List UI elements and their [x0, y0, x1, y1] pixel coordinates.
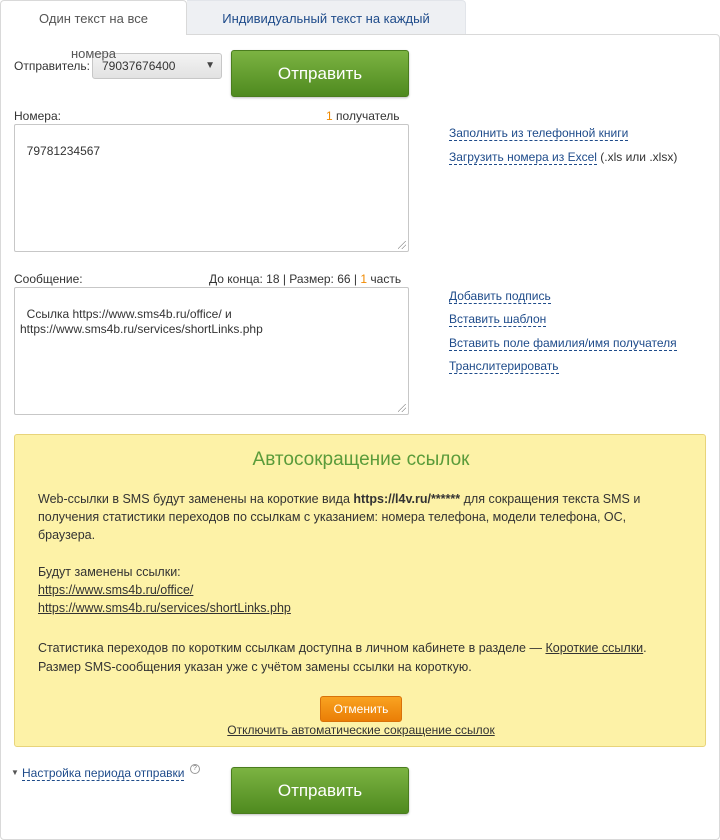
replaced-link-2-wrap [38, 599, 291, 617]
add-signature-link[interactable]: Добавить подпись [449, 289, 551, 303]
message-action-wrap [449, 359, 559, 373]
recipients-count-suffix: получатель [336, 109, 400, 123]
resize-grip-icon[interactable] [398, 404, 406, 412]
transliterate-link[interactable]: Транслитерировать [449, 359, 559, 373]
upload-excel-link[interactable]: Загрузить номера из Excel [449, 150, 597, 164]
link-shortener-panel [14, 434, 706, 747]
phonebook-link-wrap [449, 126, 628, 140]
numbers-value: 79781234567 [26, 144, 101, 158]
stats-note-end: . [643, 641, 647, 655]
numbers-label: Номера: [14, 109, 61, 123]
replaced-link-1-wrap [38, 581, 193, 599]
help-icon[interactable]: ? [190, 764, 200, 774]
insert-template-link[interactable]: Вставить шаблон [449, 312, 547, 326]
numbers-textarea[interactable] [14, 124, 409, 252]
tab-bar [0, 0, 720, 61]
stats-note [38, 639, 698, 657]
excel-format-note: (.xls или .xlsx) [600, 150, 678, 164]
message-label: Сообщение: [14, 272, 83, 286]
disable-auto-shortening-link[interactable]: Отключить автоматические сокращение ссылок [227, 723, 495, 737]
message-action-wrap [449, 336, 677, 350]
sender-label: Отправитель: [14, 59, 90, 73]
size-note: Размер SMS-сообщения указан уже с учётом замены ссылки на короткую. [38, 660, 472, 674]
recipients-count-value: 1 [326, 109, 333, 123]
short-link-format: https://l4v.ru/****** [353, 492, 461, 506]
stats-note-start: Статистика переходов по коротким ссылкам доступна в личном кабинете в разделе — [38, 641, 546, 655]
shortener-title: Автосокращение ссылок [252, 449, 470, 470]
resize-grip-icon[interactable] [398, 241, 406, 249]
message-action-wrap [449, 312, 546, 326]
sender-value: 79037676400 [102, 59, 176, 73]
send-button-bottom[interactable]: Отправить [231, 767, 409, 814]
message-stats-text: До конца: 18 | Размер: 66 | [209, 272, 358, 286]
chevron-down-icon: ▼ [205, 60, 215, 71]
message-stats [209, 272, 401, 286]
fill-from-phonebook-link[interactable]: Заполнить из телефонной книги [449, 126, 629, 140]
message-action-wrap [449, 289, 551, 303]
message-parts-value: 1 [360, 272, 368, 286]
message-value: Ссылка https://www.sms4b.ru/office/ и https://www.sms4b.ru/services/shortLinks.php [20, 307, 263, 336]
shortener-description [38, 490, 678, 544]
replace-heading: Будут заменены ссылки: [38, 565, 181, 579]
recipients-count [326, 109, 400, 123]
insert-name-field-link[interactable]: Вставить поле фамилия/имя получателя [449, 336, 677, 350]
shortener-desc-start: Web-ссылки в SMS будут заменены на короткие вида [38, 492, 354, 506]
replaced-link[interactable]: https://www.sms4b.ru/services/shortLinks.php [38, 601, 291, 615]
message-parts-suffix: часть [370, 272, 402, 286]
excel-link-wrap [449, 150, 677, 164]
tab-individual-text[interactable]: Индивидуальный текст на каждый [187, 0, 466, 35]
short-links-section-link[interactable]: Короткие ссылки [545, 641, 644, 655]
message-textarea[interactable] [14, 287, 409, 415]
schedule-link-wrap [22, 766, 184, 780]
caret-down-icon[interactable]: ▼ [11, 768, 19, 777]
cancel-shortening-button[interactable]: Отменить [320, 696, 402, 722]
shortener-desc-end: для сокращения текста SMS и получения статистики переходов по ссылкам с указанием: номера телефона, модели телефона, ОС, браузера. [38, 492, 641, 542]
send-period-settings-link[interactable]: Настройка периода отправки [22, 766, 185, 780]
tab-single-text[interactable]: Один текст на все номера [0, 0, 187, 35]
replaced-link[interactable]: https://www.sms4b.ru/office/ [38, 583, 194, 597]
send-button-top[interactable]: Отправить [231, 50, 409, 97]
